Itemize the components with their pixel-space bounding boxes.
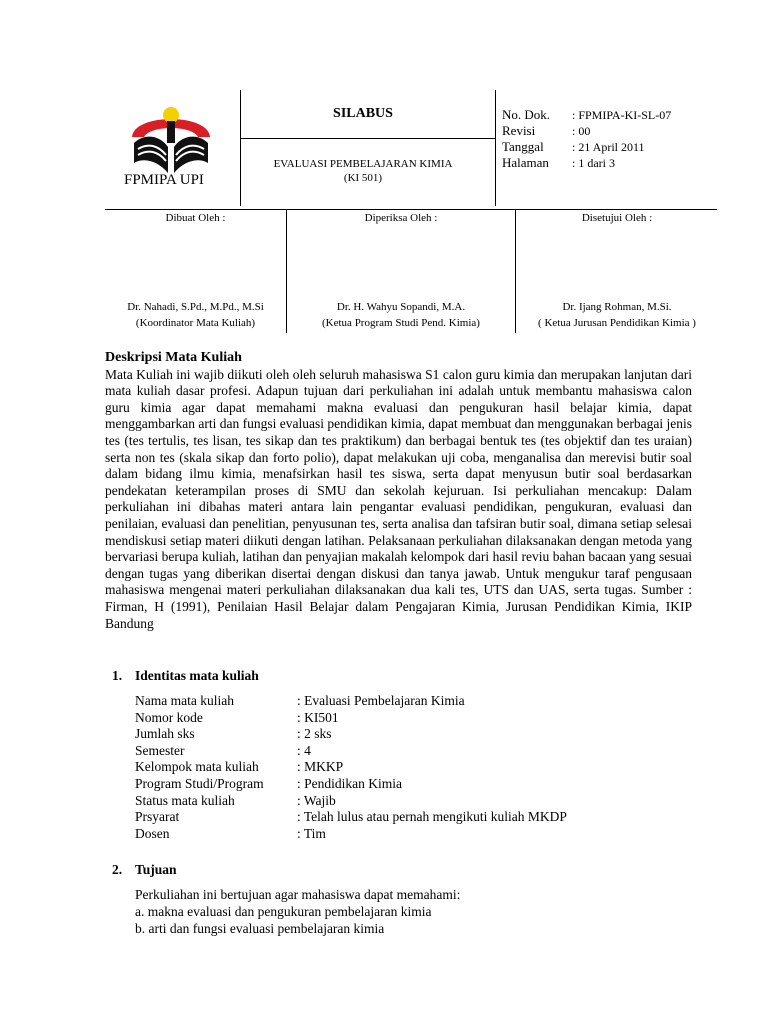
meta-row [502,155,671,171]
header-vline-right [495,90,496,206]
identity-label: Semester [135,742,185,758]
section-2-title: Tujuan [135,862,177,877]
identity-label: Nomor kode [135,709,203,725]
goal-item: b. arti dan fungsi evaluasi pembelajaran kimia [135,921,385,936]
course-title-block [240,157,486,185]
table-row [135,826,567,843]
table-row [135,726,567,743]
identity-label: Dosen [135,825,170,841]
sig-position: (Koordinator Mata Kuliah) [135,317,256,329]
meta-label: Revisi [502,123,536,138]
sig-role-created: Dibuat Oleh : [165,212,226,224]
sig-position: (Ketua Program Studi Pend. Kimia) [322,317,480,329]
course-title: EVALUASI PEMBELAJARAN KIMIA [273,158,453,170]
meta-value: : FPMIPA-KI-SL-07 [572,108,672,122]
identity-value: : 4 [297,742,311,758]
meta-label: Halaman [502,155,549,170]
description-title: Deskripsi Mata Kuliah [105,350,242,365]
identity-value: : Evaluasi Pembelajaran Kimia [297,693,465,708]
meta-label: No. Dok. [502,107,551,122]
sig-name: Dr. Ijang Rohman, M.Si. [562,301,672,313]
sig-role-checked: Diperiksa Oleh : [364,212,438,224]
logo-yellow-circle [163,107,179,123]
upi-logo [128,103,214,175]
sig-block-created [105,299,286,331]
sig-name: Dr. H. Wahyu Sopandi, M.A. [336,301,466,313]
identity-value: : Wajib [297,792,336,808]
identity-label: Prsyarat [135,809,180,825]
sig-block-checked [287,299,515,331]
table-row [135,793,567,810]
sig-role-approved: Disetujui Oleh : [581,212,653,224]
table-row [135,776,567,793]
meta-value: : 00 [572,124,591,138]
header-hline-mid [240,138,496,139]
identity-label: Nama mata kuliah [135,693,234,708]
document-meta [502,107,671,171]
identity-value: : KI501 [297,709,339,725]
identity-value: : Tim [297,825,326,841]
meta-label: Tanggal [502,139,544,154]
table-row [135,809,567,826]
section-1-title: Identitas mata kuliah [135,668,259,683]
table-row [135,710,567,727]
description-body: Mata Kuliah ini wajib diikuti oleh oleh seluruh mahasiswa S1 calon guru kimia dan merupakan lanjutan dari mata kuliah dasar profesi. Adapun tujuan dari perkuliahan ini adalah untuk membantu mahasiswa calon guru kimia agar dapat memahami makna evaluasi dan pengukuran hasil belajar kimia, dapat menggambarkan arti dan fungsi evaluasi pendidikan kimia, dapat membuat dan menggunakan berbagai jenis tes (tes tertulis, tes lisan, tes sikap dan tes praktikum) dan berbagai bentuk tes (tes objektif dan tes uraian) serta non tes (skala sikap dan forto polio), dapat melakukan uji coba, menganalisa dan merevisi butir soal dalam bidang ilmu kimia, menafsirkan hasil tes siswa, serta dapat menyusun butir soal berdasarkan pendekatan keterampilan proses di SMU dan sekolah kejuruan. Isi perkuliahan mencakup: Dalam perkuliahan ini dibahas materi antara lain pengantar evaluasi pendidikan, pengukuran, evaluasi dan penilaian, evaluasi dan penelitian, penyusunan tes, serta analisa dan tafsiran butir soal, dimana setiap selesai mendiskusi setiap materi diikuti dengan latihan. Pelaksanaan perkuliahan dilaksanakan dengan metoda yang bervariasi berupa kuliah, latihan dan penyajian makalah kelompok dari hasil reviu bahan bacaan yang sesuai dengan tugas yang diberikan disertai dengan diskusi dan tanya jawab. Untuk mengukur taraf pengusaan mahasiswa mengenai materi perkuliahan dilaksanakan dua kali tes, UTS dan UAS, serta tugas. Sumber : Firman, H (1991), Penilaian Hasil Belajar dalam Pengajaran Kimia, Jurusan Pendidikan Kimia, IKIP Bandung [105,366,692,631]
identity-label: Kelompok mata kuliah [135,759,259,775]
course-identity-table [135,693,567,842]
document-type: SILABUS [333,106,393,121]
identity-value: : Pendidikan Kimia [297,775,402,791]
meta-row [502,107,671,123]
institution-name: FPMIPA UPI [124,172,204,188]
meta-value: : 1 dari 3 [572,156,615,170]
goal-item: a. makna evaluasi dan pengukuran pembelajaran kimia [135,904,432,919]
identity-label: Program Studi/Program [135,775,264,791]
identity-value: : MKKP [297,759,344,775]
meta-row [502,139,671,155]
goals-intro: Perkuliahan ini bertujuan agar mahasiswa dapat memahami: [135,887,461,902]
sig-position: ( Ketua Jurusan Pendidikan Kimia ) [538,317,696,329]
table-row [135,743,567,760]
table-row [135,693,567,710]
table-row [135,759,567,776]
course-code: (KI 501) [343,172,383,184]
section-2-number: 2. [112,862,123,877]
identity-label: Status mata kuliah [135,792,235,808]
identity-label: Jumlah sks [135,726,195,742]
sig-block-approved [516,299,718,331]
section-1-number: 1. [112,668,123,683]
sig-name: Dr. Nahadi, S.Pd., M.Pd., M.Si [127,301,264,313]
meta-value: : 21 April 2011 [572,140,645,154]
meta-row [502,123,671,139]
identity-value: : Telah lulus atau pernah mengikuti kuliah MKDP [297,809,567,825]
logo-center-bar [167,121,175,143]
identity-value: : 2 sks [297,726,332,742]
description-paragraph [105,350,692,632]
